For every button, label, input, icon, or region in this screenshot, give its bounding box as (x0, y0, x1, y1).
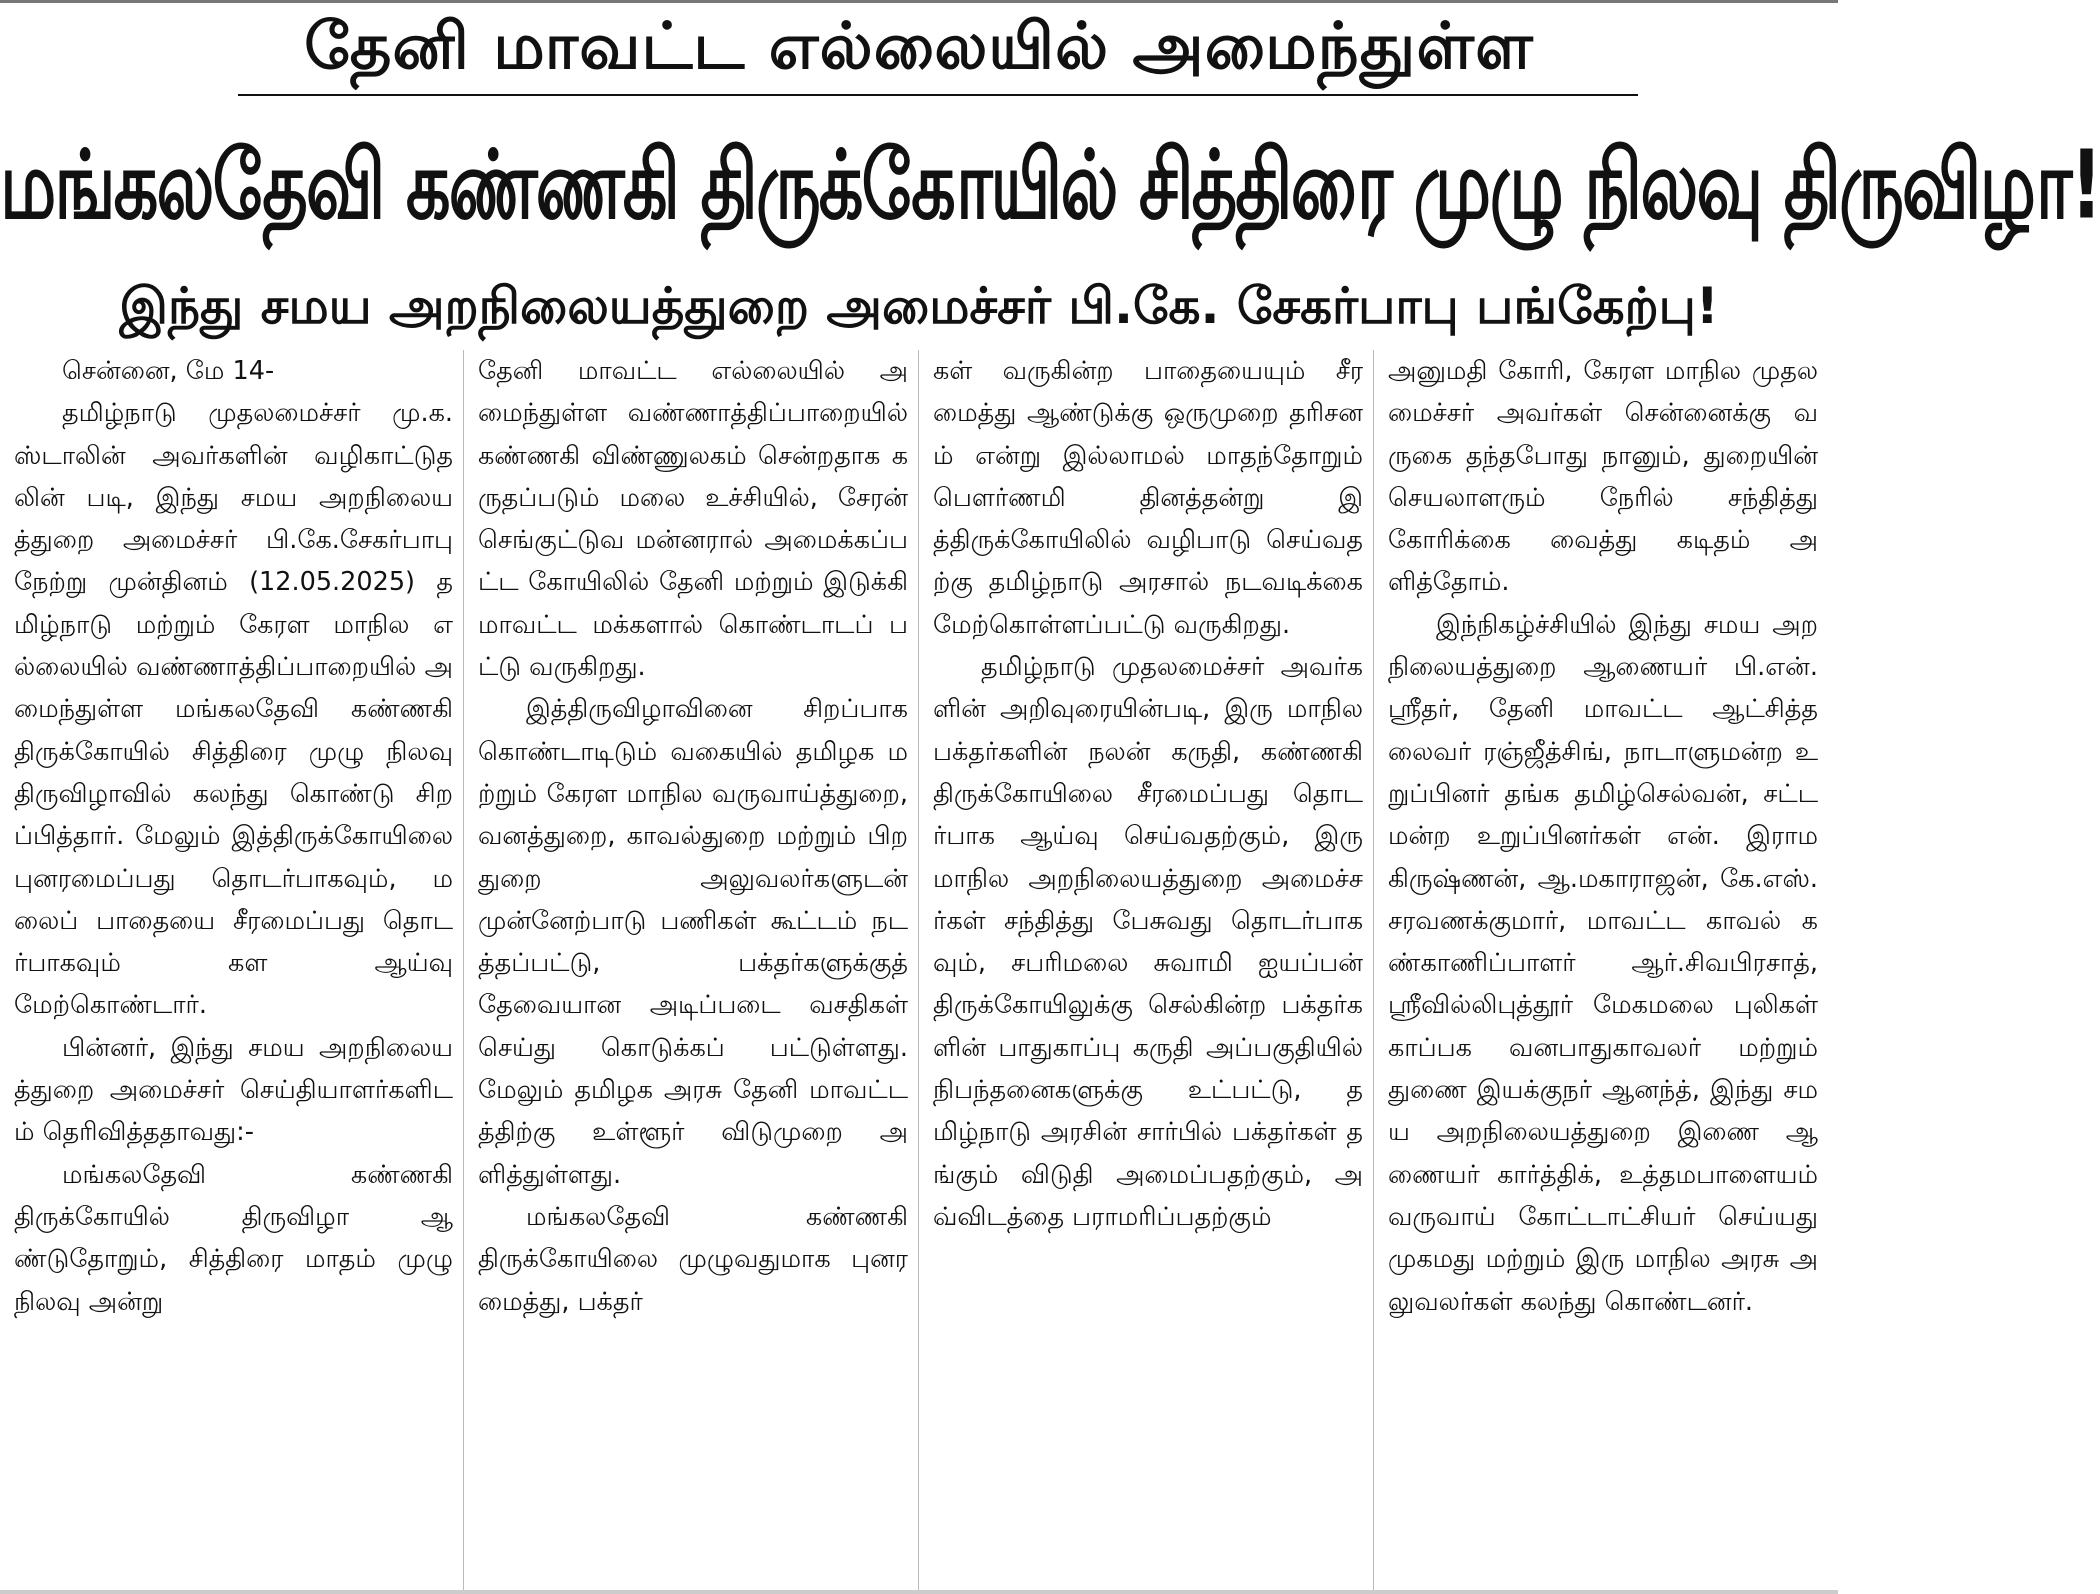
paragraph: தேனி மாவட்ட எல்லையில் அமைந்துள்ள வண்ணாத்திப்பாறையில் கண்ணகி விண்ணுலகம் சென்றதாக கருதப்படும் மலை உச்சியில், சேரன் செங்குட்டுவ மன்னரால் அமைக்கப்பட்ட கோயிலில் தேனி மற்றும் இடுக்கி மாவட்ட மக்களால் கொண்டாடப் பட்டு வருகிறது. (478, 356, 908, 683)
article-column-3 (918, 350, 1373, 1590)
paragraph: கள் வருகின்ற பாதையையும் சீரமைத்து ஆண்டுக்கு ஒருமுறை தரிசனம் என்று இல்லாமல் மாதந்தோறும் பௌர்ணமி தினத்தன்று இத்திருக்கோயிலில் வழிபாடு செய்வதற்கு தமிழ்நாடு அரசால் நடவடிக்கை மேற்கொள்ளப்பட்டு வருகிறது. (933, 356, 1363, 640)
paragraph: தமிழ்நாடு முதலமைச்சர் மு.க.ஸ்டாலின் அவர்களின் வழிகாட்டுதலின் படி, இந்து சமய அறநிலையத்துறை அமைச்சர் பி.கே.சேகர்பாபு நேற்று முன்தினம் (12.05.2025) தமிழ்நாடு மற்றும் கேரள மாநில எல்லையில் வண்ணாத்திப்பாறையில் அமைந்துள்ள மங்கலதேவி கண்ணகி திருக்கோயில் சித்திரை முழு நிலவு திருவிழாவில் கலந்து கொண்டு சிறப்பித்தார். மேலும் இத்திருக்கோயிலை புனரமைப்பது தொடர்பாகவும், மலைப் பாதையை சீரமைப்பது தொடர்பாகவும் கள ஆய்வு மேற்கொண்டார். (14, 398, 453, 1021)
bottom-border (0, 1590, 1838, 1594)
main-headline: மங்கலதேவி கண்ணகி திருக்கோயில் சித்திரை முழு நிலவு திருவிழா! (0, 129, 2100, 241)
sub-headline: இந்து சமய அறநிலையத்துறை அமைச்சர் பி.கே. சேகர்பாபு பங்கேற்பு! (119, 277, 1719, 335)
kicker-heading: தேனி மாவட்ட எல்லையில் அமைந்துள்ள (304, 10, 1534, 84)
top-border (0, 0, 1838, 3)
paragraph: பின்னர், இந்து சமய அறநிலையத்துறை அமைச்சர் செய்தியாளர்களிடம் தெரிவித்ததாவது:- (14, 1032, 453, 1148)
paragraph: மங்கலதேவி கண்ணகி திருக்கோயிலை முழுவதுமாக புனரமைத்து, பக்தர் (478, 1201, 908, 1317)
paragraph: மங்கலதேவி கண்ணகி திருக்கோயில் திருவிழா ஆண்டுதோறும், சித்திரை மாதம் முழு நிலவு அன்று (14, 1159, 453, 1317)
paragraph: அனுமதி கோரி, கேரள மாநில முதலமைச்சர் அவர்கள் சென்னைக்கு வருகை தந்தபோது நானும், துறையின் செயலாளரும் நேரில் சந்தித்து கோரிக்கை வைத்து கடிதம் அளித்தோம். (1388, 356, 1818, 598)
paragraph: தமிழ்நாடு முதலமைச்சர் அவர்களின் அறிவுரையின்படி, இரு மாநில பக்தர்களின் நலன் கருதி, கண்ணகி திருக்கோயிலை சீரமைப்பது தொடர்பாக ஆய்வு செய்வதற்கும், இரு மாநில அறநிலையத்துறை அமைச்சர்கள் சந்தித்து பேசுவது தொடர்பாகவும், சபரிமலை சுவாமி ஐயப்பன் திருக்கோயிலுக்கு செல்கின்ற பக்தர்களின் பாதுகாப்பு கருதி அப்பகுதியில் நிபந்தனைகளுக்கு உட்பட்டு, தமிழ்நாடு அரசின் சார்பில் பக்தர்கள் தங்கும் விடுதி அமைப்பதற்கும், அவ்விடத்தை பராமரிப்பதற்கும் (933, 652, 1363, 1232)
article-body (8, 350, 1830, 1590)
dateline: சென்னை, மே 14- (62, 356, 275, 386)
article-column-4 (1373, 350, 1828, 1590)
article-column-1 (8, 350, 463, 1590)
article-column-2 (463, 350, 918, 1590)
paragraph: இத்திருவிழாவினை சிறப்பாக கொண்டாடிடும் வகையில் தமிழக மற்றும் கேரள மாநில வருவாய்த்துறை, வனத்துறை, காவல்துறை மற்றும் பிற துறை அலுவலர்களுடன் முன்னேற்பாடு பணிகள் கூட்டம் நடத்தப்பட்டு, பக்தர்களுக்குத் தேவையான அடிப்படை வசதிகள் செய்து கொடுக்கப் பட்டுள்ளது. மேலும் தமிழக அரசு தேனி மாவட்டத்திற்கு உள்ளூர் விடுமுறை அளித்துள்ளது. (478, 694, 908, 1190)
paragraph: இந்நிகழ்ச்சியில் இந்து சமய அறநிலையத்துறை ஆணையர் பி.என். ஸ்ரீதர், தேனி மாவட்ட ஆட்சித்தலைவர் ரஞ்ஜீத்சிங், நாடாளுமன்ற உறுப்பினர் தங்க தமிழ்செல்வன், சட்ட மன்ற உறுப்பினர்கள் என். இராமகிருஷ்ணன், ஆ.மகாராஜன், கே.எஸ். சரவணக்குமார், மாவட்ட காவல் கண்காணிப்பாளர் ஆர்.சிவபிரசாத், ஸ்ரீவில்லிபுத்தூர் மேகமலை புலிகள் காப்பக வனபாதுகாவலர் மற்றும் துணை இயக்குநர் ஆனந்த், இந்து சமய அறநிலையத்துறை இணை ஆணையர் கார்த்திக், உத்தமபாளையம் வருவாய் கோட்டாட்சியர் செய்யது முகமது மற்றும் இரு மாநில அரசு அலுவலர்கள் கலந்து கொண்டனர். (1388, 609, 1818, 1317)
